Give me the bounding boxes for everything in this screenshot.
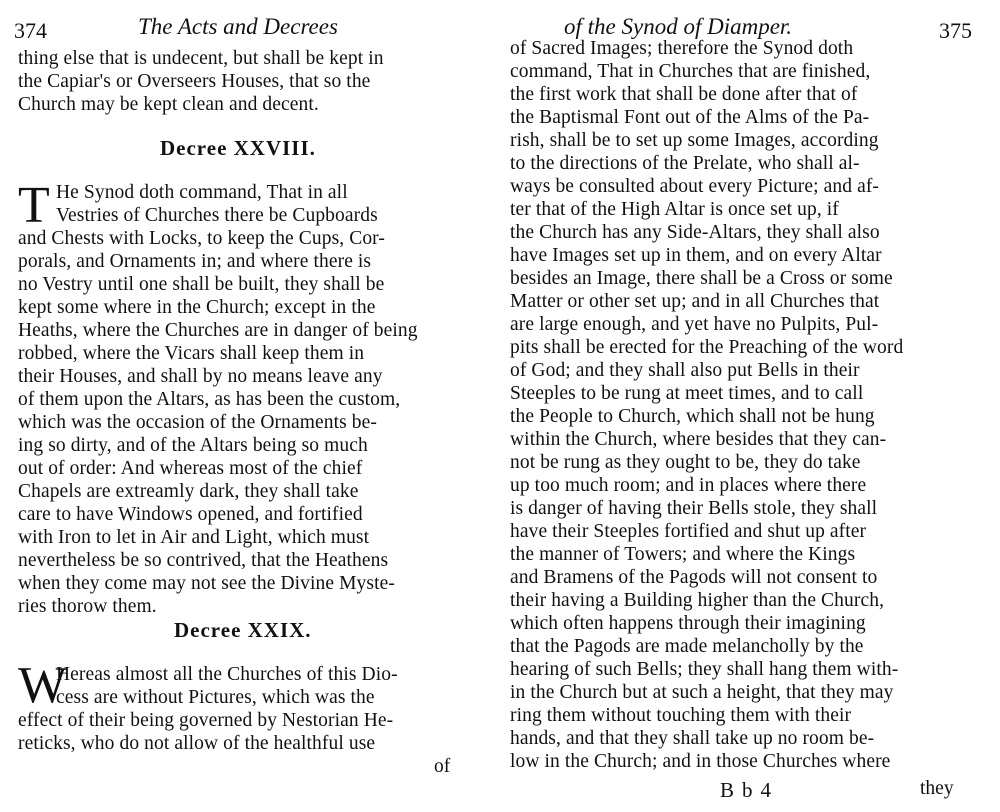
text-line: hands, and that they shall take up no room be- (510, 728, 875, 749)
text-line: low in the Church; and in those Churches where (510, 751, 891, 772)
text-line: with Iron to let in Air and Light, which must (18, 527, 370, 548)
drop-cap-t: T (18, 177, 50, 234)
right-catchword: they (920, 778, 954, 799)
left-catchword: of (434, 756, 451, 777)
text-line: not be rung as they ought to be, they do take (510, 452, 861, 473)
text-line: have Images set up in them, and on every Altar (510, 245, 882, 266)
text-line: which was the occasion of the Ornaments be- (18, 412, 377, 433)
text-line: reticks, who do not allow of the healthful use (18, 733, 376, 754)
text-line: no Vestry until one shall be built, they shall be (18, 274, 385, 295)
text-line: and Bramens of the Pagods will not consent to (510, 567, 878, 588)
text-line: within the Church, where besides that they can- (510, 429, 887, 450)
text-line: of them upon the Altars, as has been the custom, (18, 389, 401, 410)
text-line: Matter or other set up; and in all Churches that (510, 291, 880, 312)
text-line: command, That in Churches that are finished, (510, 61, 871, 82)
text-line: robbed, where the Vicars shall keep them in (18, 343, 365, 364)
text-line: Steeples to be rung at meet times, and to call (510, 383, 864, 404)
text-line: are large enough, and yet have no Pulpits, Pul- (510, 314, 879, 335)
text-line: and Chests with Locks, to keep the Cups, Cor- (18, 228, 385, 249)
text-line: their having a Building higher than the Church, (510, 590, 885, 611)
text-line: the Capiar's or Overseers Houses, that so the (18, 71, 371, 92)
left-page-number: 374 (14, 18, 47, 43)
text-line: the People to Church, which shall not be hung (510, 406, 875, 427)
text-line: hearing of such Bells; they shall hang them with- (510, 659, 899, 680)
text-line: of Sacred Images; therefore the Synod doth (510, 38, 854, 59)
text-line: besides an Image, there shall be a Cross or some (510, 268, 893, 289)
text-line: out of order: And whereas most of the chief (18, 458, 363, 479)
text-line: porals, and Ornaments in; and where there is (18, 251, 372, 272)
text-line: the first work that shall be done after that of (510, 84, 858, 105)
right-running-title: of the Synod of Diamper. (564, 14, 793, 39)
text-line: ries thorow them. (18, 596, 157, 617)
text-line: ways be consulted about every Picture; and af- (510, 176, 880, 197)
text-line: have their Steeples fortified and shut up after (510, 521, 867, 542)
decree-heading-28: Decree XXVIII. (160, 136, 316, 160)
text-line: thing else that is undecent, but shall be kept in (18, 48, 384, 69)
text-line: in the Church but at such a height, that they may (510, 682, 894, 703)
text-line: He Synod doth command, That in all (56, 182, 348, 203)
text-line: ter that of the High Altar is once set up, if (510, 199, 839, 220)
drop-cap-w: W (18, 657, 68, 714)
text-line: of God; and they shall also put Bells in their (510, 360, 860, 381)
left-page (14, 0, 458, 812)
text-line: the Baptismal Font out of the Alms of the Pa- (510, 107, 870, 128)
text-line: Vestries of Churches there be Cupboards (56, 205, 378, 226)
text-line: Chapels are extreamly dark, they shall take (18, 481, 359, 502)
text-line: pits shall be erected for the Preaching of the word (510, 337, 904, 358)
text-line: rish, shall be to set up some Images, according (510, 130, 879, 151)
text-line: the Church has any Side-Altars, they shall also (510, 222, 880, 243)
left-running-head (14, 10, 458, 44)
text-line: cess are without Pictures, which was the (56, 687, 375, 708)
decree-heading-29: Decree XXIX. (174, 618, 312, 642)
signature-mark: Bb4 (720, 778, 780, 802)
text-line: ing so dirty, and of the Altars being so much (18, 435, 368, 456)
text-line: Church may be kept clean and decent. (18, 94, 319, 115)
text-line: up too much room; and in places where there (510, 475, 867, 496)
text-line: Heaths, where the Churches are in danger of being (18, 320, 418, 341)
right-page (510, 0, 972, 812)
text-line: their Houses, and shall by no means leave any (18, 366, 383, 387)
text-line: nevertheless be so contrived, that the Heathens (18, 550, 389, 571)
text-line: that the Pagods are made melancholly by the (510, 636, 864, 657)
right-page-number: 375 (939, 18, 972, 43)
text-line: effect of their being governed by Nestorian He- (18, 710, 394, 731)
text-line: kept some where in the Church; except in the (18, 297, 376, 318)
text-line: when they come may not see the Divine Myste- (18, 573, 395, 594)
text-line: care to have Windows opened, and fortified (18, 504, 363, 525)
text-line: is danger of having their Bells stole, they shall (510, 498, 878, 519)
text-line: Hereas almost all the Churches of this Dio- (56, 664, 398, 685)
left-running-title: The Acts and Decrees (138, 14, 338, 39)
text-line: which often happens through their imagining (510, 613, 866, 634)
text-line: the manner of Towers; and where the Kings (510, 544, 856, 565)
text-line: ring them without touching them with their (510, 705, 852, 726)
text-line: to the directions of the Prelate, who shall al- (510, 153, 860, 174)
